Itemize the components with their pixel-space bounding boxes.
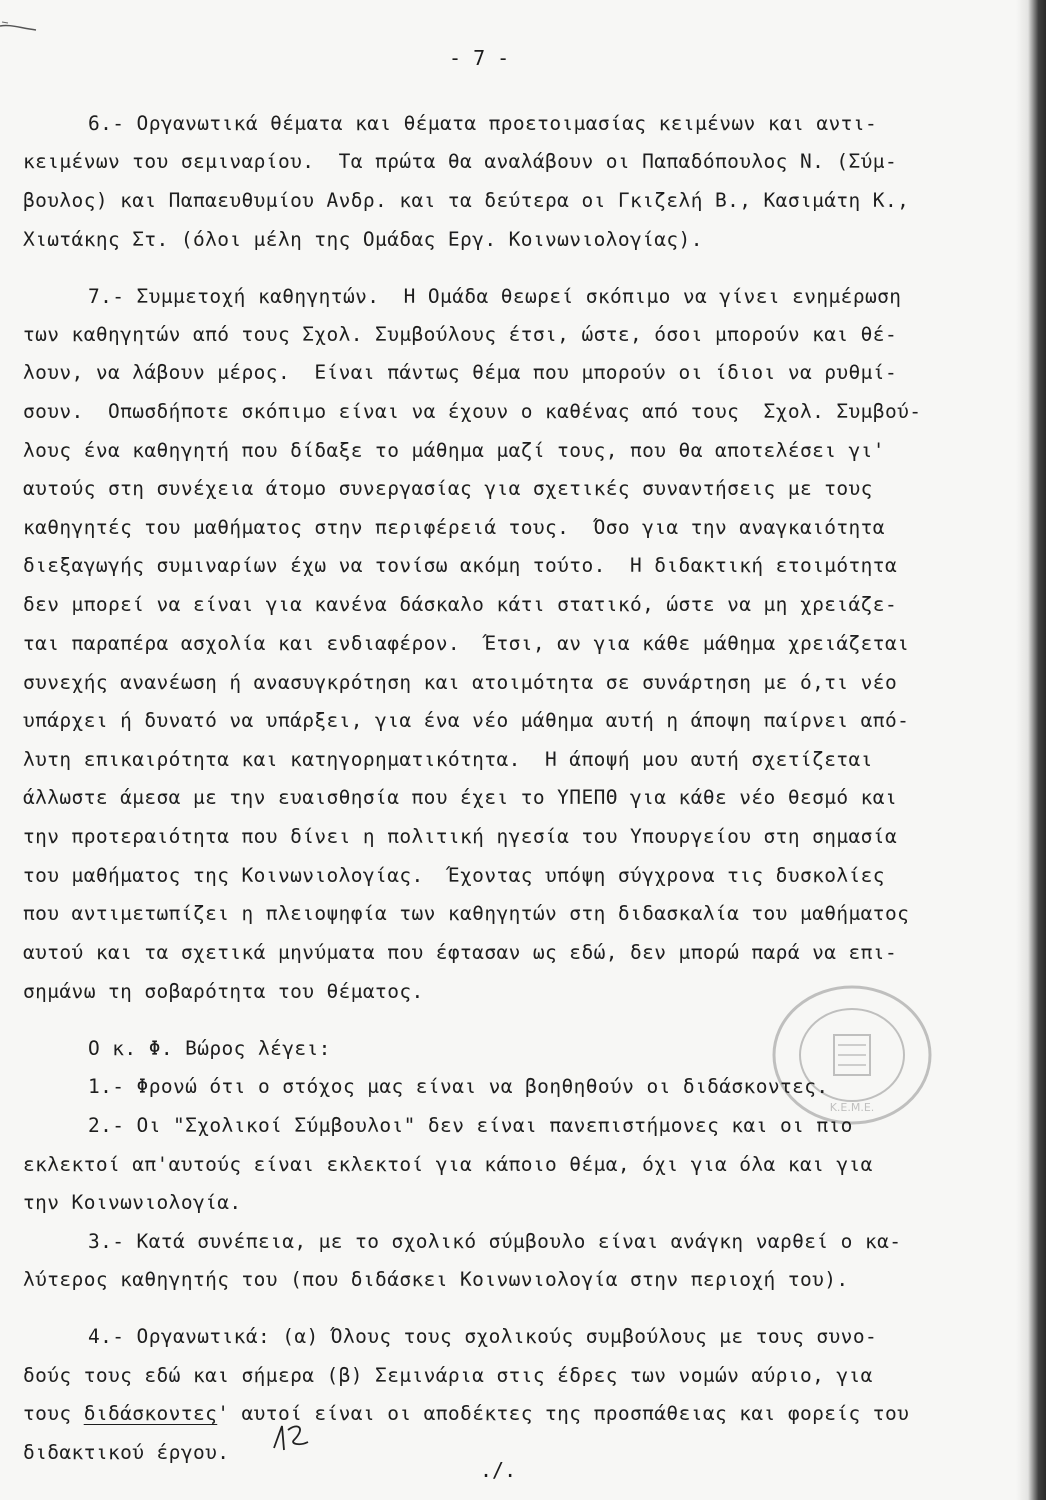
text-line: που αντιμετωπίζει η πλειοψηφία των καθηγητών στη διδασκαλία του μαθήματος — [23, 902, 910, 925]
underlined-word: διδάσκοντες — [83, 1402, 218, 1425]
text-line: δούς τους εδώ και σήμερα (β) Σεμινάρια στις έδρες των νομών αύριο, για — [23, 1364, 873, 1387]
text-line: λυτη επικαιρότητα και κατηγορηματικότητα. Η άποψή μου αυτή σχετίζεται — [23, 748, 873, 771]
text-line: αυτούς στη συνέχεια άτομο συνεργασίας για σχετικές συναντήσεις με τους — [23, 477, 873, 500]
text-line: 2.- Οι "Σχολικοί Σύμβουλοι" δεν είναι πανεπιστήμονες και οι πιο — [88, 1114, 853, 1137]
text-line-with-underline: τους διδάσκοντες' αυτοί είναι οι αποδέκτες της προσπάθειας και φορείς του — [23, 1402, 910, 1425]
text-line: κειμένων του σεμιναρίου. Τα πρώτα θα αναλάβουν οι Παπαδόπουλος Ν. (Σύμ- — [23, 150, 898, 173]
text-line: Ο κ. Φ. Βώρος λέγει: — [88, 1037, 331, 1060]
text-line: διδακτικού έργου. — [23, 1441, 230, 1464]
text-line: Χιωτάκης Στ. (όλοι μέλη της Ομάδας Εργ. Κοινωνιολογίας). — [23, 228, 703, 251]
scan-edge-shadow — [1016, 0, 1046, 1500]
continuation-mark: ./. — [480, 1458, 517, 1482]
text-line: συνεχής ανανέωση ή ανασυγκρότηση και ατοιμότητα σε συνάρτηση με ό,τι νέο — [23, 671, 898, 694]
text-line: αυτού και τα σχετικά μηνύματα που έφτασαν ως εδώ, δεν μπορώ παρά να επι- — [23, 941, 898, 964]
text-line: του μαθήματος της Κοινωνιολογίας. Έχοντας υπόψη σύγχρονα τις δυσκολίες — [23, 864, 885, 887]
text-line: 7.- Συμμετοχή καθηγητών. Η Ομάδα θεωρεί σκόπιμο να γίνει ενημέρωση — [88, 285, 902, 308]
text-line: καθηγητές του μαθήματος στην περιφέρειά τους. Όσο για την αναγκαιότητα — [23, 516, 885, 539]
text-line: σημάνω τη σοβαρότητα του θέματος. — [23, 980, 424, 1003]
text-line: 3.- Κατά συνέπεια, με το σχολικό σύμβουλο είναι ανάγκη ναρθεί ο κα- — [88, 1230, 902, 1253]
line-prefix: τους — [23, 1402, 72, 1425]
text-line: των καθηγητών από τους Σχολ. Συμβούλους έτσι, ώστε, όσοι μπορούν και θέ- — [23, 323, 898, 346]
text-line: σουν. Οπωσδήποτε σκόπιμο είναι να έχουν ο καθένας από τους Σχολ. Συμβού- — [23, 400, 922, 423]
text-line: 6.- Οργανωτικά θέματα και θέματα προετοιμασίας κειμένων και αντι- — [88, 112, 878, 135]
line-rest: αυτοί είναι οι αποδέκτες της προσπάθειας και φορείς του — [241, 1402, 910, 1425]
handwritten-initials — [268, 1416, 318, 1456]
svg-text:K.E.M.E.: K.E.M.E. — [829, 1101, 875, 1114]
text-line: υπάρχει ή δυνατό να υπάρξει, για ένα νέο μάθημα αυτή η άποψη παίρνει από- — [23, 709, 910, 732]
text-line: 4.- Οργανωτικά: (α) Όλους τους σχολικούς συμβούλους με τους συνο- — [88, 1325, 878, 1348]
text-line: λουν, να λάβουν μέρος. Είναι πάντως θέμα που μπορούν οι ίδιοι να ρυθμί- — [23, 361, 898, 384]
text-line: λύτερος καθηγητής του (που διδάσκει Κοινωνιολογία στην περιοχή του). — [23, 1268, 849, 1291]
text-line: 1.- Φρονώ ότι ο στόχος μας είναι να βοηθηθούν οι διδάσκοντες. — [88, 1075, 829, 1098]
text-line: λους ένα καθηγητή που δίδαξε το μάθημα μαζί τους, που θα αποτελέσει γι' — [23, 439, 885, 462]
text-line: διεξαγωγής συμιναρίων έχω να τονίσω ακόμη τούτο. Η διδακτική ετοιμότητα — [23, 554, 898, 577]
page-number: - 7 - — [449, 46, 510, 70]
text-line: εκλεκτοί απ'αυτούς είναι εκλεκτοί για κάποιο θέμα, όχι για όλα και για — [23, 1153, 873, 1176]
text-line: δεν μπορεί να είναι για κανένα δάσκαλο κάτι στατικό, ώστε να μη χρειάζε- — [23, 593, 898, 616]
text-line: την Κοινωνιολογία. — [23, 1191, 242, 1214]
text-line: ται παραπέρα ασχολία και ενδιαφέρον. Έτσι, αν για κάθε μάθημα χρειάζεται — [23, 632, 910, 655]
text-line: βουλος) και Παπαευθυμίου Ανδρ. και τα δεύτερα οι Γκιζελή Β., Κασιμάτη Κ., — [23, 189, 910, 212]
text-line: την προτεραιότητα που δίνει η πολιτική ηγεσία του Υπουργείου στη σημασία — [23, 825, 898, 848]
text-line: άλλωστε άμεσα με την ευαισθησία που έχει το ΥΠΕΠΘ για κάθε νέο θεσμό και — [23, 786, 898, 809]
